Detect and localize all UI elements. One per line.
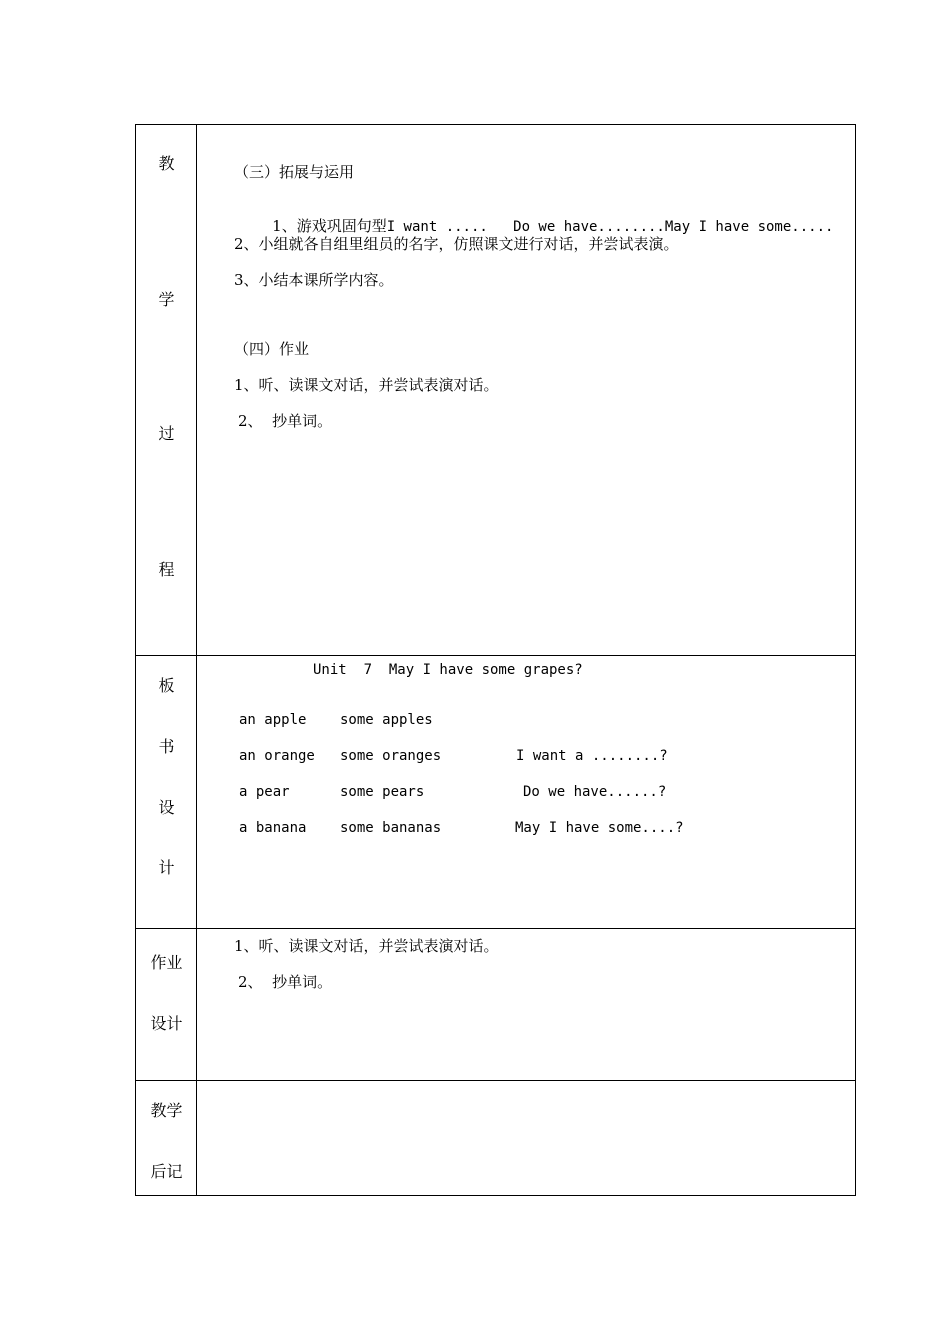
label-char: 书: [158, 737, 175, 756]
label-char: 过: [158, 424, 175, 443]
board-sentence-pattern: I want a ........?: [516, 748, 668, 764]
board-sentence-pattern: May I have some....?: [515, 820, 684, 836]
homework-design-item-2: 2、 抄单词。: [238, 973, 333, 991]
homework-design-row: [136, 929, 855, 1081]
board-single-noun: an apple: [239, 712, 307, 728]
board-design-row: [136, 656, 855, 929]
board-sentence-pattern: Do we have......?: [523, 784, 667, 800]
lesson-plan-table: [135, 124, 856, 1196]
section3-title: （三）拓展与运用: [234, 163, 355, 181]
label-char: 学: [158, 290, 175, 309]
homework-design-item-1: 1、听、读课文对话，并尝试表演对话。: [234, 937, 499, 955]
teaching-process-label-cell: [136, 125, 197, 655]
board-title: Unit 7 May I have some grapes?: [313, 662, 583, 678]
label-char: 设: [158, 798, 175, 817]
homework-item-1: 1、听、读课文对话，并尝试表演对话。: [234, 376, 499, 394]
board-design-content: [197, 656, 855, 928]
teaching-notes-content: [197, 1081, 855, 1195]
label-text: 作业: [150, 953, 183, 972]
homework-design-label-cell: [136, 929, 197, 1080]
homework-item-2: 2、 抄单词。: [238, 412, 333, 430]
board-plural-noun: some apples: [340, 712, 433, 728]
teaching-notes-row: [136, 1081, 855, 1195]
process-item-1-cn: 1、游戏巩固句型: [272, 217, 387, 235]
label-text: 设计: [150, 1014, 183, 1033]
label-char: 程: [158, 560, 175, 579]
teaching-process-row: [136, 125, 855, 656]
process-item-1-en: I want ..... Do we have........May I have some.....: [386, 219, 834, 235]
teaching-process-content: [197, 125, 855, 655]
label-char: 计: [158, 858, 175, 877]
label-text: 后记: [150, 1162, 183, 1181]
board-plural-noun: some oranges: [340, 748, 442, 764]
label-char: 板: [158, 676, 175, 695]
homework-design-content: [197, 929, 855, 1080]
board-single-noun: an orange: [239, 748, 315, 764]
board-single-noun: a banana: [239, 820, 307, 836]
board-plural-noun: some bananas: [340, 820, 442, 836]
board-single-noun: a pear: [239, 784, 290, 800]
process-item-3: 3、小结本课所学内容。: [234, 271, 394, 289]
process-item-2: 2、小组就各自组里组员的名字，仿照课文进行对话，并尝试表演。: [234, 235, 679, 253]
board-design-label-cell: [136, 656, 197, 928]
teaching-notes-label-cell: [136, 1081, 197, 1195]
label-text: 教学: [150, 1101, 183, 1120]
board-plural-noun: some pears: [340, 784, 425, 800]
label-char: 教: [158, 154, 175, 173]
section4-title: （四）作业: [234, 340, 310, 358]
